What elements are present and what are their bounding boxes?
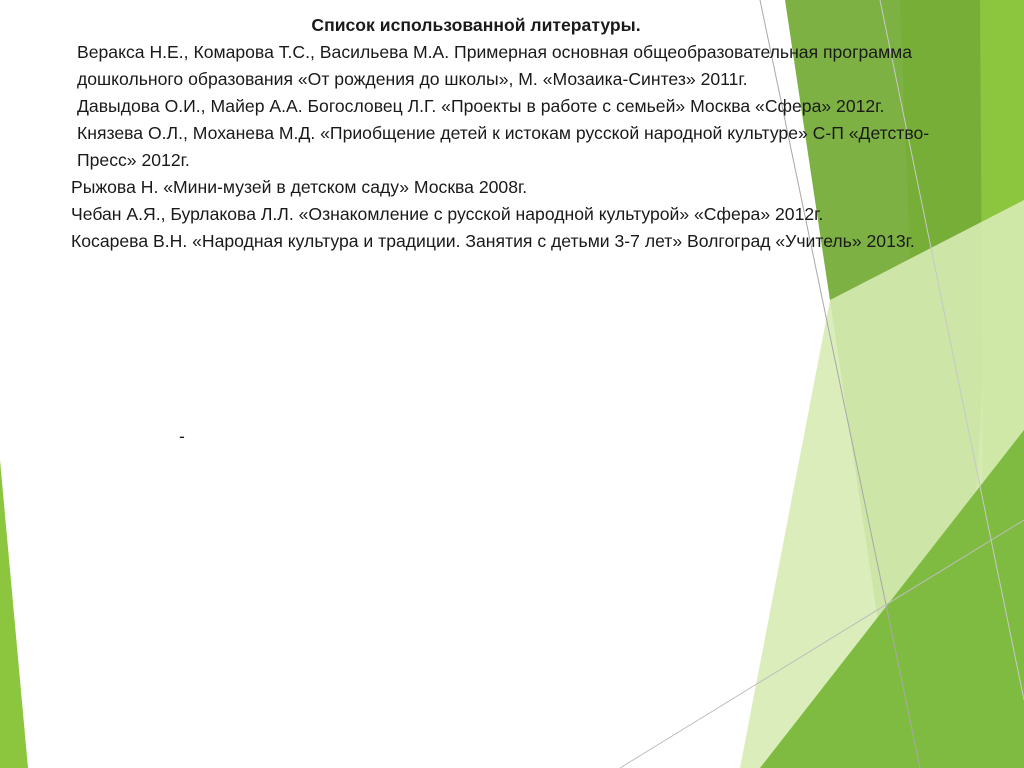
left-green-shape <box>0 460 28 768</box>
reference-item: Чебан А.Я., Бурлакова Л.Л. «Ознакомление с русской народной культурой» «Сфера» 2012г. <box>71 204 824 224</box>
reference-item: Веракса Н.Е., Комарова Т.С., Васильева М.А. Примерная основная общеобразовательная программа дошкольного образования «От рождения до школы», М. «Мозаика-Синтез» 2011г. <box>77 42 913 89</box>
trailing-dash: - <box>179 426 185 446</box>
reference-item: Князева О.Л., Моханева М.Д. «Приобщение детей к истокам русской народной культуре» С-П «Детство-Пресс» 2012г. <box>77 123 930 170</box>
reference-item: Рыжова Н. «Мини-музей в детском саду» Москва 2008г. <box>71 177 528 197</box>
reference-item: Косарева В.Н. «Народная культура и традиции. Занятия с детьми 3-7 лет» Волгоград «Учитель» 2013г. <box>71 231 915 251</box>
bibliography-block <box>71 12 961 255</box>
reference-item: Давыдова О.И., Майер А.А. Богословец Л.Г. «Проекты в работе с семьей» Москва «Сфера» 2012г. <box>77 96 885 116</box>
page-title: Список использованной литературы. <box>311 15 641 35</box>
